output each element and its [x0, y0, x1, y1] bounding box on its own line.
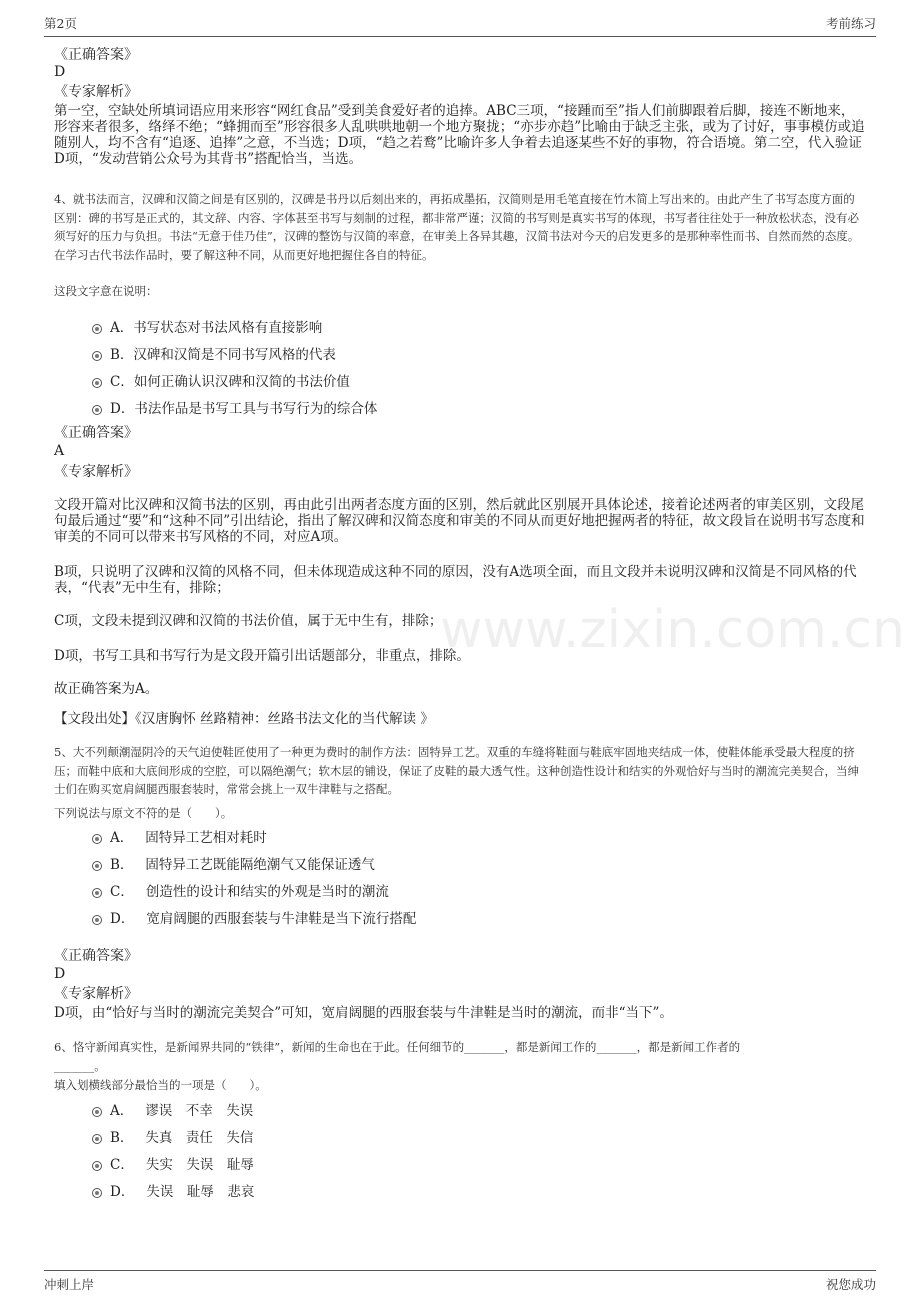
- q3-analysis: 第一空，空缺处所填词语应用来形容“网红食品”受到美食爱好者的追捧。ABC三项，“接踵而至”指人们前脚跟着后脚，接连不断地来，形容来者很多，络绎不绝；“蜂拥而至”形容很多人乱哄哄地朝一个地方聚拢；“亦步亦趋”比喻由于缺乏主张，或为了讨好，事事模仿或追随别人，均不含有“追逐、追捧”之意，不当选；D项，“趋之若鹜”比喻许多人争着去追逐某些不好的事物，符合语境。第二空，代入验证D项，“发动营销公众号为其背书”搭配恰当，当选。: [54, 103, 865, 167]
- radio-icon[interactable]: [92, 834, 102, 844]
- q6-stem-line1: 6、恪守新闻真实性，是新闻界共同的“铁律”，新闻的生命也在于此。任何细节的_______，都是新闻工作的_______，都是新闻工作者的: [54, 1040, 741, 1054]
- radio-icon[interactable]: [92, 915, 102, 925]
- radio-icon[interactable]: [92, 1188, 102, 1198]
- q5-option-c[interactable]: [92, 880, 389, 900]
- option-letter: D．: [110, 911, 135, 927]
- q6-stem: [54, 1038, 866, 1075]
- option-text: 书写状态对书法风格有直接影响: [133, 320, 323, 336]
- q4-analysis-p4: D项，书写工具和书写行为是文段开篇引出话题部分，非重点，排除。: [54, 648, 470, 664]
- page-number: 第2页: [44, 16, 77, 31]
- page-header: [44, 14, 876, 37]
- option-text: 如何正确认识汉碑和汉简的书法价值: [133, 374, 350, 390]
- option-letter: A．: [110, 830, 134, 846]
- radio-icon[interactable]: [92, 378, 102, 388]
- option-text: 固特异工艺既能隔绝潮气又能保证透气: [145, 857, 375, 873]
- q4-option-c[interactable]: [92, 370, 350, 390]
- q5-analysis-label: 《专家解析》: [54, 986, 138, 1002]
- watermark: www.zixin.com.cn: [440, 600, 905, 660]
- radio-icon[interactable]: [92, 324, 102, 334]
- q5-option-d[interactable]: [92, 907, 416, 927]
- q4-option-d[interactable]: [92, 397, 377, 417]
- q5-option-a[interactable]: [92, 826, 267, 846]
- option-letter: B．: [110, 1130, 134, 1146]
- q4-answer: A: [54, 443, 65, 459]
- option-letter: D．: [110, 1184, 135, 1200]
- option-letter: D．: [110, 401, 135, 417]
- q5-question: 下列说法与原文不符的是（ ）。: [54, 806, 233, 820]
- q4-analysis-p3: C项，文段未提到汉碑和汉简的书法价值，属于无中生有，排除；: [54, 613, 443, 629]
- q6-option-c[interactable]: [92, 1153, 254, 1173]
- radio-icon[interactable]: [92, 1134, 102, 1144]
- q4-answer-label: 《正确答案》: [54, 425, 138, 441]
- q4-stem: 4、就书法而言，汉碑和汉简之间是有区别的，汉碑是书丹以后刻出来的，再拓成墨拓，汉简则是用毛笔直接在竹木简上写出来的。由此产生了书写态度方面的区别：碑的书写是正式的，其文辞、内容、字体甚至书写与刻制的过程，都非常严谨；汉简的书写则是真实书写的体现，书写者往往处于一种放松状态，没有必须写好的压力与负担。书法“无意于佳乃佳”，汉碑的整饬与汉简的率意，在审美上各异其趣，汉简书法对今天的启发更多的是那种率性而书、自然而然的态度。在学习古代书法作品时，要了解这种不同，从而更好地把握住各自的特征。: [54, 192, 860, 262]
- header-title: 考前练习: [825, 16, 876, 31]
- q3-analysis-label: 《专家解析》: [54, 84, 138, 100]
- radio-icon[interactable]: [92, 405, 102, 415]
- q4-analysis-p2: B项，只说明了汉碑和汉简的风格不同，但未体现造成这种不同的原因，没有A选项全面，而且文段并未说明汉碑和汉简是不同风格的代表，“代表”无中生有，排除；: [54, 564, 857, 596]
- option-letter: A．: [110, 320, 134, 336]
- option-letter: C．: [110, 1157, 134, 1173]
- q4-question: 这段文字意在说明：: [54, 284, 158, 298]
- q4-analysis-label: 《专家解析》: [54, 464, 138, 480]
- option-text: 书法作品是书写工具与书写行为的综合体: [134, 401, 378, 417]
- option-letter: C．: [110, 374, 134, 390]
- option-text: 宽肩阔腿的西服套装与牛津鞋是当下流行搭配: [146, 911, 417, 927]
- q5-analysis: D项，由“恰好与当时的潮流完美契合”可知，宽肩阔腿的西服套装与牛津鞋是当时的潮流，而非“当下”。: [54, 1005, 673, 1021]
- option-text: 谬误 不幸 失误: [145, 1103, 254, 1119]
- radio-icon[interactable]: [92, 861, 102, 871]
- q3-answer-label: 《正确答案》: [54, 47, 138, 63]
- option-letter: B．: [110, 347, 134, 363]
- radio-icon[interactable]: [92, 351, 102, 361]
- q4-option-a[interactable]: [92, 316, 322, 336]
- q6-question: 填入划横线部分最恰当的一项是（ ）。: [54, 1078, 267, 1092]
- option-text: 失真 责任 失信: [145, 1130, 254, 1146]
- option-letter: C．: [110, 884, 134, 900]
- option-text: 创造性的设计和结实的外观是当时的潮流: [145, 884, 389, 900]
- q4-analysis-p5: 故正确答案为A。: [54, 681, 159, 697]
- q4-source: 【文段出处】《汉唐胸怀 丝路精神：丝路书法文化的当代解读 》: [54, 711, 434, 727]
- q6-option-b[interactable]: [92, 1126, 253, 1146]
- q5-answer-label: 《正确答案》: [54, 948, 138, 964]
- option-letter: A．: [110, 1103, 134, 1119]
- option-text: 汉碑和汉简是不同书写风格的代表: [133, 347, 336, 363]
- q6-stem-line2: _______。: [54, 1058, 106, 1073]
- footer-right-text: 祝您成功: [825, 1277, 876, 1292]
- option-text: 失误 耻辱 悲哀: [146, 1184, 255, 1200]
- radio-icon[interactable]: [92, 1107, 102, 1117]
- q6-option-a[interactable]: [92, 1099, 253, 1119]
- q6-option-d[interactable]: [92, 1180, 254, 1200]
- q5-answer: D: [54, 966, 66, 982]
- page-footer: [44, 1270, 876, 1293]
- footer-left-text: 冲刺上岸: [44, 1277, 95, 1292]
- radio-icon[interactable]: [92, 888, 102, 898]
- option-letter: B．: [110, 857, 134, 873]
- q3-answer: D: [54, 64, 66, 80]
- radio-icon[interactable]: [92, 1161, 102, 1171]
- q4-analysis-p1: 文段开篇对比汉碑和汉简书法的区别，再由此引出两者态度方面的区别，然后就此区别展开具体论述，接着论述两者的审美区别，文段尾句最后通过“要”和“这种不同”引出结论，指出了解汉碑和汉简态度和审美的不同从而更好地把握两者的特征，故文段旨在说明书写态度和审美的不同可以带来书写风格的不同，对应A项。: [54, 497, 865, 545]
- option-text: 失实 失误 耻辱: [145, 1157, 254, 1173]
- q4-option-b[interactable]: [92, 343, 336, 363]
- q5-option-b[interactable]: [92, 853, 375, 873]
- q5-stem: 5、大不列颠潮湿阴冷的天气迫使鞋匠使用了一种更为费时的制作方法：固特异工艺。双重的车缝将鞋面与鞋底牢固地夹结成一体，使鞋体能承受最大程度的挤压；而鞋中底和大底间形成的空腔，可以隔绝潮气；软木层的铺设，保证了皮鞋的最大透气性。这种创造性设计和结实的外观恰好与当时的潮流完美契合，当绅士们在购买宽肩阔腿西服套装时，常常会挑上一双牛津鞋与之搭配。: [54, 745, 859, 796]
- option-text: 固特异工艺相对耗时: [145, 830, 267, 846]
